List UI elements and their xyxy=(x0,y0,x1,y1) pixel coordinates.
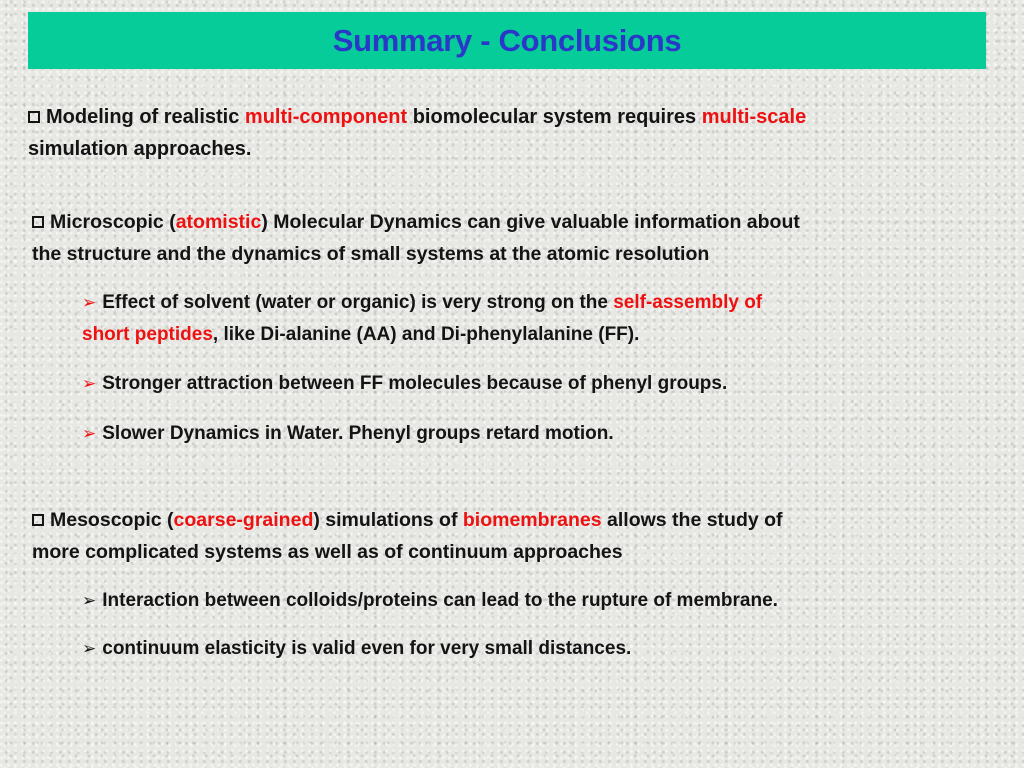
sub-bullet-dynamics xyxy=(82,418,982,450)
text: Stronger attraction between FF molecules because of phenyl groups. xyxy=(102,373,728,394)
text: Mesoscopic ( xyxy=(50,509,174,531)
bullet-mesoscopic-line1 xyxy=(32,504,1012,536)
bullet-mesoscopic xyxy=(32,504,1012,568)
checkbox-bullet-icon xyxy=(28,111,40,123)
text: biomolecular system requires xyxy=(407,106,702,128)
slide-title: Summary - Conclusions xyxy=(332,22,682,58)
sub-bullet-attraction xyxy=(82,368,982,400)
text: , like Di-alanine (AA) and Di-phenylalanine (FF). xyxy=(212,324,640,345)
text: ) Molecular Dynamics can give valuable information about xyxy=(261,211,800,233)
bullet-modeling-line1 xyxy=(28,101,1018,133)
highlight-atomistic: atomistic xyxy=(175,211,262,233)
bullet-microscopic-line2 xyxy=(32,238,1012,270)
text: allows the study of xyxy=(601,509,783,531)
bullet-modeling-line2 xyxy=(28,133,1018,165)
text: simulation approaches. xyxy=(28,138,252,160)
text: continuum elasticity is valid even for very small distances. xyxy=(102,638,632,659)
sub-bullet-colloids xyxy=(82,585,1012,617)
highlight-biomembranes: biomembranes xyxy=(462,509,602,531)
highlight-multi-scale: multi-scale xyxy=(701,106,807,128)
text: Microscopic ( xyxy=(50,211,176,233)
text: ) simulations of xyxy=(313,509,463,531)
bullet-modeling xyxy=(28,101,1018,165)
highlight-multi-component: multi-component xyxy=(244,106,408,128)
text: Modeling of realistic xyxy=(46,106,245,128)
bullet-mesoscopic-line2 xyxy=(32,536,1012,568)
arrow-bullet-icon: ➢ xyxy=(82,374,97,393)
title-bar xyxy=(28,12,986,69)
text: Interaction between colloids/proteins can lead to the rupture of membrane. xyxy=(102,590,778,611)
arrow-bullet-icon: ➢ xyxy=(82,591,97,610)
bullet-microscopic-line1 xyxy=(32,206,1012,238)
bullet-microscopic xyxy=(32,206,1012,270)
arrow-bullet-icon: ➢ xyxy=(82,293,97,312)
highlight-short-peptides: short peptides xyxy=(82,324,213,345)
arrow-bullet-icon: ➢ xyxy=(82,639,97,658)
highlight-coarse-grained: coarse-grained xyxy=(173,509,314,531)
checkbox-bullet-icon xyxy=(32,216,44,228)
checkbox-bullet-icon xyxy=(32,514,44,526)
text: Effect of solvent (water or organic) is very strong on the xyxy=(102,292,614,313)
sub-bullet-solvent-line1 xyxy=(82,287,982,319)
sub-bullet-elasticity xyxy=(82,633,1012,665)
text: Slower Dynamics in Water. Phenyl groups retard motion. xyxy=(102,423,614,444)
arrow-bullet-icon: ➢ xyxy=(82,424,97,443)
sub-bullet-solvent xyxy=(82,287,982,351)
text: more complicated systems as well as of continuum approaches xyxy=(32,541,623,563)
text: the structure and the dynamics of small systems at the atomic resolution xyxy=(32,243,710,265)
highlight-self-assembly: self-assembly of xyxy=(613,292,763,313)
sub-bullet-solvent-line2 xyxy=(82,319,982,351)
